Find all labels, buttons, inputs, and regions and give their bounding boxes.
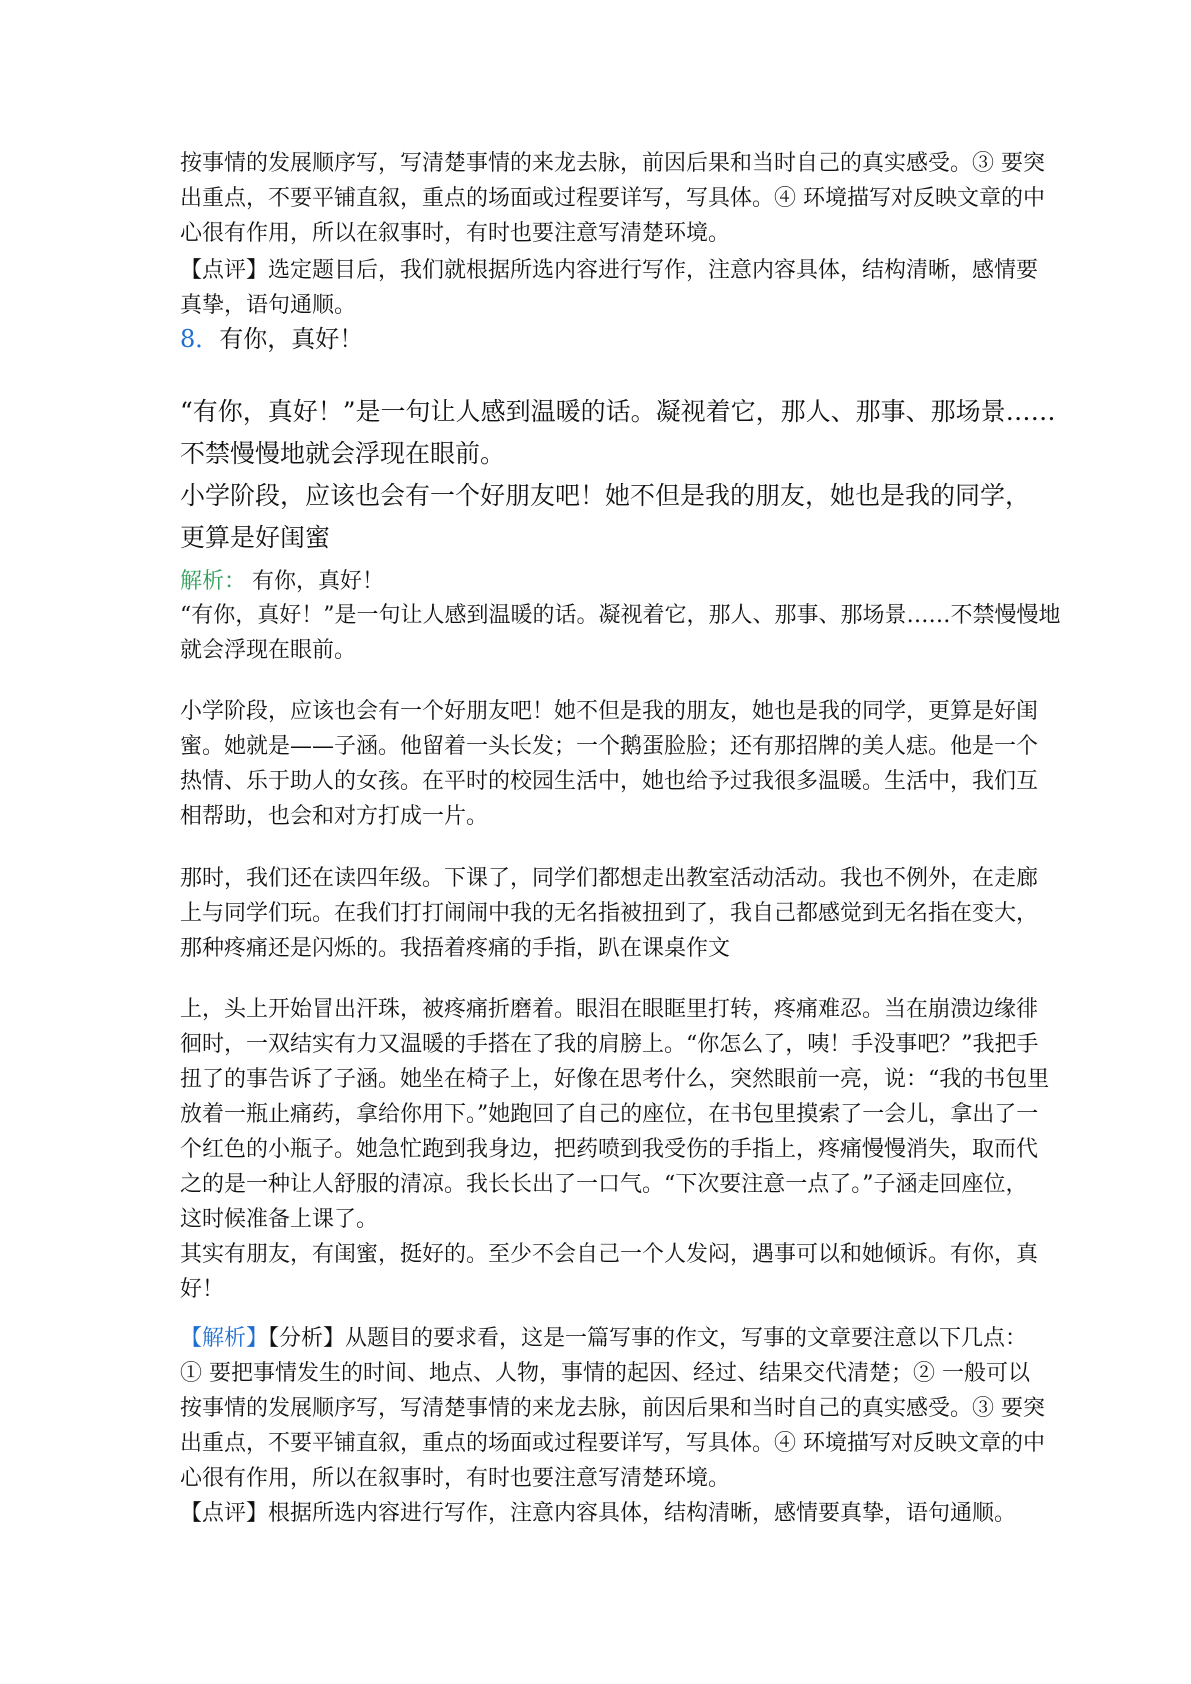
analysis-comment: 【点评】根据所选内容进行写作，注意内容具体，结构清晰，感情要真挚，语句通顺。 <box>180 1501 1017 1526</box>
text-line: 放着一瓶止痛药，拿给你用下。”她跑回了自己的座位，在书包里摸索了一会儿，拿出了一 <box>180 1102 1039 1127</box>
top-analysis <box>180 146 1045 251</box>
text-line: 更算是好闺蜜 <box>180 523 331 552</box>
text-line: 按事情的发展顺序写，写清楚事情的来龙去脉，前因后果和当时自己的真实感受。③ 要突 <box>180 1396 1045 1421</box>
text-line: ① 要把事情发生的时间、地点、人物，事情的起因、经过、结果交代清楚；② 一般可以 <box>180 1361 1030 1386</box>
text-line: “有你，真好！”是一句让人感到温暖的话。凝视着它，那人、那事、那场景…… <box>180 397 1056 426</box>
top-comment <box>180 253 1039 323</box>
text-line: 蜜。她就是——子涵。他留着一头长发；一个鹅蛋脸脸；还有那招牌的美人痣。他是一个 <box>180 734 1039 759</box>
text-line: 之的是一种让人舒服的清凉。我长长出了一口气。“下次要注意一点了。”子涵走回座位， <box>180 1172 1028 1197</box>
question-heading <box>180 322 1020 356</box>
text-line: 真挚，语句通顺。 <box>180 293 357 318</box>
text-line: 心很有作用，所以在叙事时，有时也要注意写清楚环境。 <box>180 221 731 246</box>
text-line: 好！ <box>180 1277 225 1302</box>
answer-paragraph <box>180 861 1039 966</box>
text-line: 那时，我们还在读四年级。下课了，同学们都想走出教室活动活动。我也不例外，在走廊 <box>180 866 1039 891</box>
text-line: 徊时，一双结实有力又温暖的手搭在了我的肩膀上。“你怎么了，咦！手没事吧？”我把手 <box>180 1032 1039 1057</box>
answer-label: 解析： <box>180 569 247 594</box>
answer-paragraph <box>180 992 1050 1307</box>
question-number: 8． <box>180 325 220 353</box>
text-line: 个红色的小瓶子。她急忙跑到我身边，把药喷到我受伤的手指上，疼痛慢慢消失，取而代 <box>180 1137 1039 1162</box>
text-line: 心很有作用，所以在叙事时，有时也要注意写清楚环境。 <box>180 1466 731 1491</box>
text-line: 出重点，不要平铺直叙，重点的场面或过程要详写，写具体。④ 环境描写对反映文章的中 <box>180 186 1045 211</box>
analysis-tag: 【解析】 <box>180 1326 269 1351</box>
answer-paragraph <box>180 598 1061 668</box>
answer-paragraph <box>180 694 1039 834</box>
analysis-first-line <box>180 1321 1028 1356</box>
answer-title-text: 有你，真好！ <box>252 569 385 594</box>
text-line: 就会浮现在眼前。 <box>180 638 357 663</box>
text-line: 按事情的发展顺序写，写清楚事情的来龙去脉，前因后果和当时自己的真实感受。③ 要突 <box>180 151 1045 176</box>
text-line: 扭了的事告诉了子涵。她坐在椅子上，好像在思考什么，突然眼前一亮，说：“我的书包里 <box>180 1067 1050 1092</box>
question-title: 有你，真好！ <box>219 325 364 353</box>
analysis-block <box>180 1321 1045 1531</box>
text-line: 其实有朋友，有闺蜜，挺好的。至少不会自己一个人发闷，遇事可以和她倾诉。有你，真 <box>180 1242 1039 1267</box>
text-line: 那种疼痛还是闪烁的。我捂着疼痛的手指，趴在课桌作文 <box>180 936 731 961</box>
text-line: 小学阶段，应该也会有一个好朋友吧！她不但是我的朋友，她也是我的同学， <box>180 481 1031 510</box>
text-line: 【点评】选定题目后，我们就根据所选内容进行写作，注意内容具体，结构清晰，感情要 <box>180 258 1039 283</box>
text-line: 热情、乐于助人的女孩。在平时的校园生活中，她也给予过我很多温暖。生活中，我们互 <box>180 769 1039 794</box>
question-excerpt <box>180 391 1056 559</box>
text-line: 相帮助，也会和对方打成一片。 <box>180 804 489 829</box>
text-line: “有你，真好！”是一句让人感到温暖的话。凝视着它，那人、那事、那场景……不禁慢慢地 <box>180 603 1061 628</box>
text-line: 不禁慢慢地就会浮现在眼前。 <box>180 439 506 468</box>
text-line: 出重点，不要平铺直叙，重点的场面或过程要详写，写具体。④ 环境描写对反映文章的中 <box>180 1431 1045 1456</box>
analysis-intro: 【分析】从题目的要求看，这是一篇写事的作文，写事的文章要注意以下几点： <box>268 1326 1028 1351</box>
text-line: 小学阶段，应该也会有一个好朋友吧！她不但是我的朋友，她也是我的同学，更算是好闺 <box>180 699 1039 724</box>
text-line: 上与同学们玩。在我们打打闹闹中我的无名指被扭到了，我自己都感觉到无名指在变大， <box>180 901 1039 926</box>
text-line: 上，头上开始冒出汗珠，被疼痛折磨着。眼泪在眼眶里打转，疼痛难忍。当在崩溃边缘徘 <box>180 997 1039 1022</box>
text-line: 这时候准备上课了。 <box>180 1207 379 1232</box>
answer-title <box>180 564 1020 599</box>
